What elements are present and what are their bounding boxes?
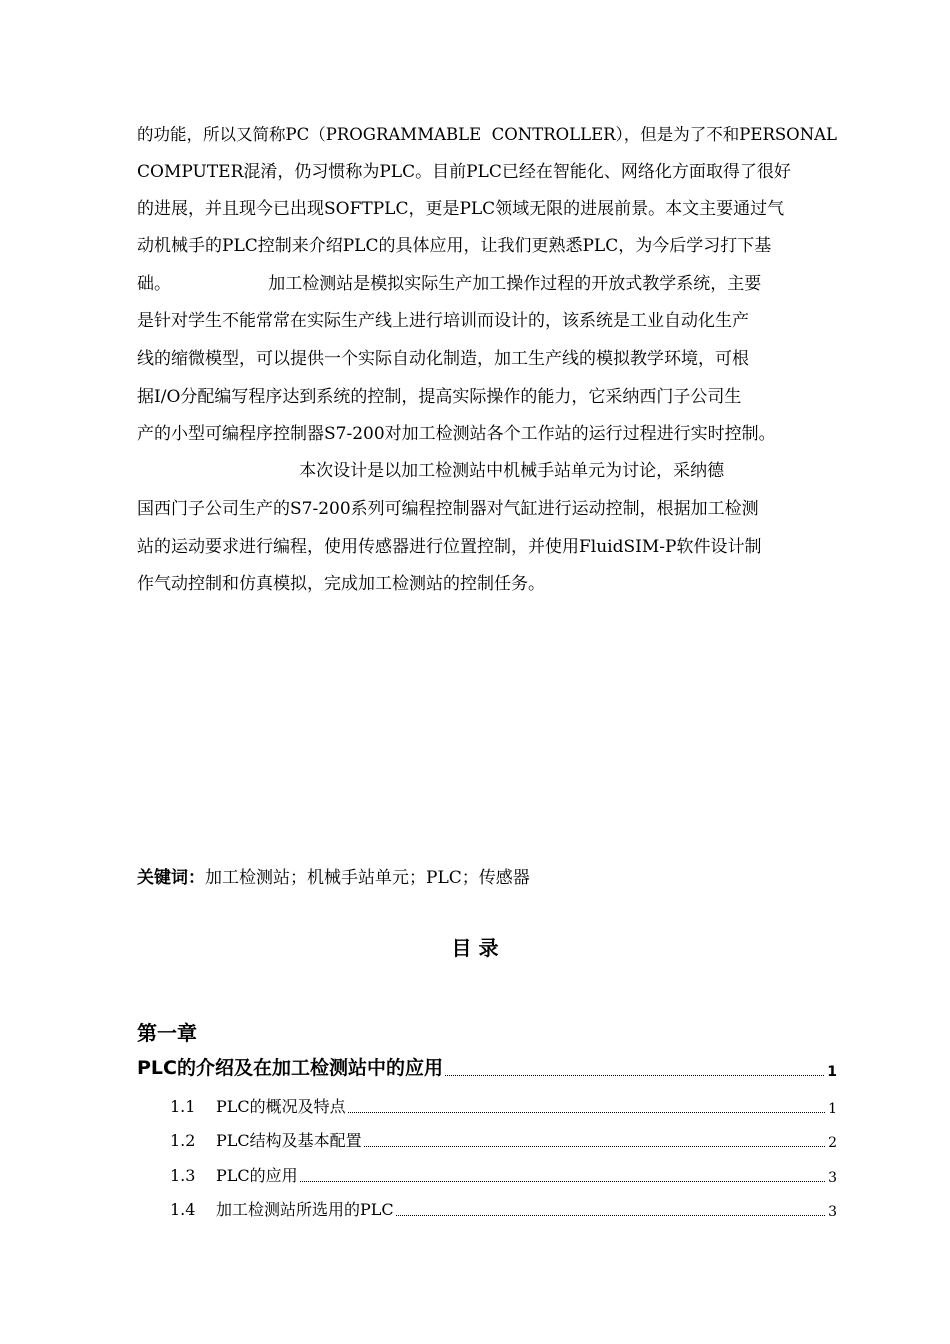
toc-entry-chapter-1[interactable] (137, 1053, 837, 1080)
keywords-text: 加工检测站；机械手站单元；PLC；传感器 (205, 868, 530, 888)
toc-leader-dots (445, 1074, 824, 1076)
keywords-label: 关键词： (137, 868, 205, 888)
body-line: 产的小型可编程序控制器S7-200对加工检测站各个工作站的运行过程进行实时控制。 (137, 424, 776, 444)
body-line: 国西门子公司生产的S7-200系列可编程控制器对气缸进行运动控制，根据加工检测 (137, 499, 759, 519)
body-line: 的功能，所以又简称PC（PROGRAMMABLE CONTROLLER），但是为了不和PERSONAL (137, 125, 838, 144)
body-line: 动机械手的PLC控制来介绍PLC的具体应用，让我们更熟悉PLC，为今后学习打下基 (137, 236, 772, 256)
keywords (137, 863, 530, 888)
toc-leader-dots (364, 1145, 825, 1147)
toc-entry-title: PLC结构及基本配置 (216, 1131, 362, 1150)
toc-entry-section[interactable] (170, 1163, 837, 1186)
toc-page-number: 3 (828, 1204, 837, 1220)
toc-section-number: 1.3 (170, 1166, 196, 1185)
toc-entry-title: PLC的应用 (216, 1166, 298, 1185)
toc-section-number: 1.4 (170, 1200, 196, 1219)
body-line: 线的缩微模型，可以提供一个实际自动化制造，加工生产线的模拟教学环境，可根 (137, 349, 749, 369)
toc-section-number: 1.2 (170, 1131, 196, 1150)
toc-title: 目 录 (451, 936, 499, 960)
toc-entry-title: PLC的概况及特点 (216, 1097, 346, 1116)
body-line: COMPUTER混淆，仍习惯称为PLC。目前PLC已经在智能化、网络化方面取得了很好 (137, 162, 791, 182)
toc-leader-dots (348, 1111, 825, 1113)
body-line: 是针对学生不能常常在实际生产线上进行培训而设计的，该系统是工业自动化生产 (137, 311, 749, 331)
toc-page-number: 1 (827, 1064, 837, 1080)
toc-entry-title: PLC的介绍及在加工检测站中的应用 (137, 1057, 443, 1079)
toc-entry-title: 加工检测站所选用的PLC (216, 1200, 394, 1219)
toc-leader-dots (300, 1180, 825, 1182)
body-line: 本次设计是以加工检测站中机械手站单元为讨论，采纳德 (137, 461, 725, 481)
toc-chapter-label: 第一章 (137, 1021, 197, 1045)
toc-leader-dots (396, 1214, 825, 1216)
toc-entry-section[interactable] (170, 1197, 837, 1220)
body-line: 站的运动要求进行编程，使用传感器进行位置控制，并使用FluidSIM-P软件设计制 (137, 537, 762, 557)
toc-page-number: 3 (828, 1170, 837, 1186)
toc-entry-section[interactable] (170, 1094, 837, 1117)
body-line: 的进展，并且现今已出现SOFTPLC，更是PLC领域无限的进展前景。本文主要通过气 (137, 199, 785, 219)
toc-section-number: 1.1 (170, 1097, 196, 1116)
body-line: 作气动控制和仿真模拟，完成加工检测站的控制任务。 (137, 574, 545, 594)
toc-entry-section[interactable] (170, 1128, 837, 1151)
body-line: 础。 加工检测站是模拟实际生产加工操作过程的开放式教学系统，主要 (137, 274, 762, 294)
toc-page-number: 1 (828, 1101, 837, 1117)
toc-page-number: 2 (828, 1135, 837, 1151)
body-line: 据I/O分配编写程序达到系统的控制，提高实际操作的能力，它采纳西门子公司生 (137, 387, 742, 407)
